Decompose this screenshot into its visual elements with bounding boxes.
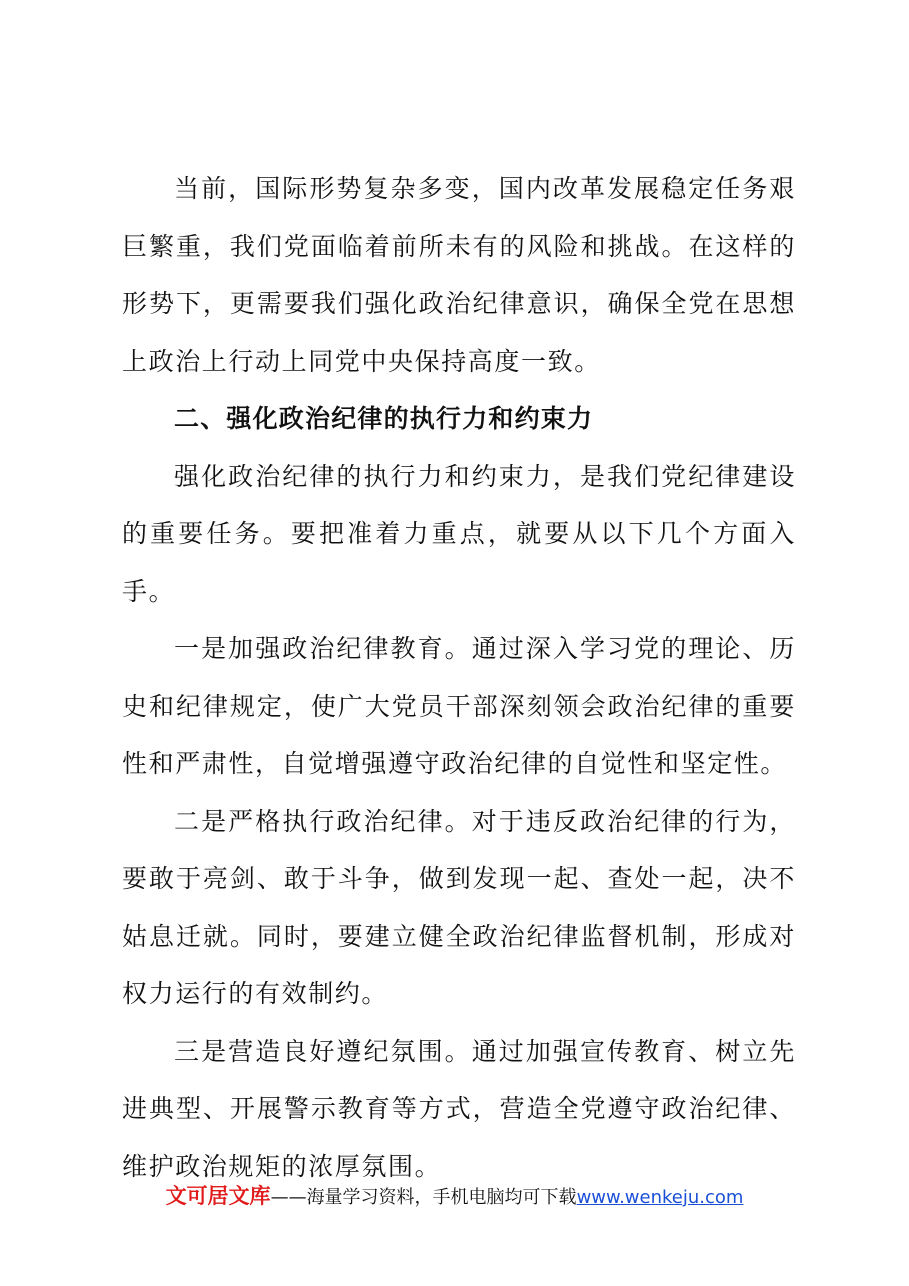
paragraph-point-two: 二是严格执行政治纪律。对于违反政治纪律的行为，要敢于亮剑、敢于斗争，做到发现一起、查处一起，决不姑息迁就。同时，要建立健全政治纪律监督机制，形成对权力运行的有效制约。 — [122, 806, 796, 1008]
paragraph-intro: 强化政治纪律的执行力和约束力，是我们党纪律建设的重要任务。要把准着力重点，就要从以下几个方面入手。 — [122, 461, 796, 606]
brand-name: 文可居文库 — [165, 1184, 271, 1208]
document-body — [122, 160, 796, 1195]
section-heading: 二、强化政治纪律的执行力和约束力 — [174, 404, 594, 433]
footer-banner — [0, 1180, 909, 1210]
paragraph-point-three: 三是营造良好遵纪氛围。通过加强宣传教育、树立先进典型、开展警示教育等方式，营造全党遵守政治纪律、维护政治规矩的浓厚氛围。 — [122, 1036, 796, 1181]
footer-tagline: ——海量学习资料，手机电脑均可下载 — [270, 1187, 577, 1208]
paragraph-point-one: 一是加强政治纪律教育。通过深入学习党的理论、历史和纪律规定，使广大党员干部深刻领会政治纪律的重要性和严肃性，自觉增强遵守政治纪律的自觉性和坚定性。 — [122, 634, 796, 778]
paragraph-situation: 当前，国际形势复杂多变，国内改革发展稳定任务艰巨繁重，我们党面临着前所未有的风险和挑战。在这样的形势下，更需要我们强化政治纪律意识，确保全党在思想上政治上行动上同党中央保持高度一致。 — [122, 174, 796, 376]
website-link[interactable]: www.wenkeju.com — [576, 1187, 744, 1208]
